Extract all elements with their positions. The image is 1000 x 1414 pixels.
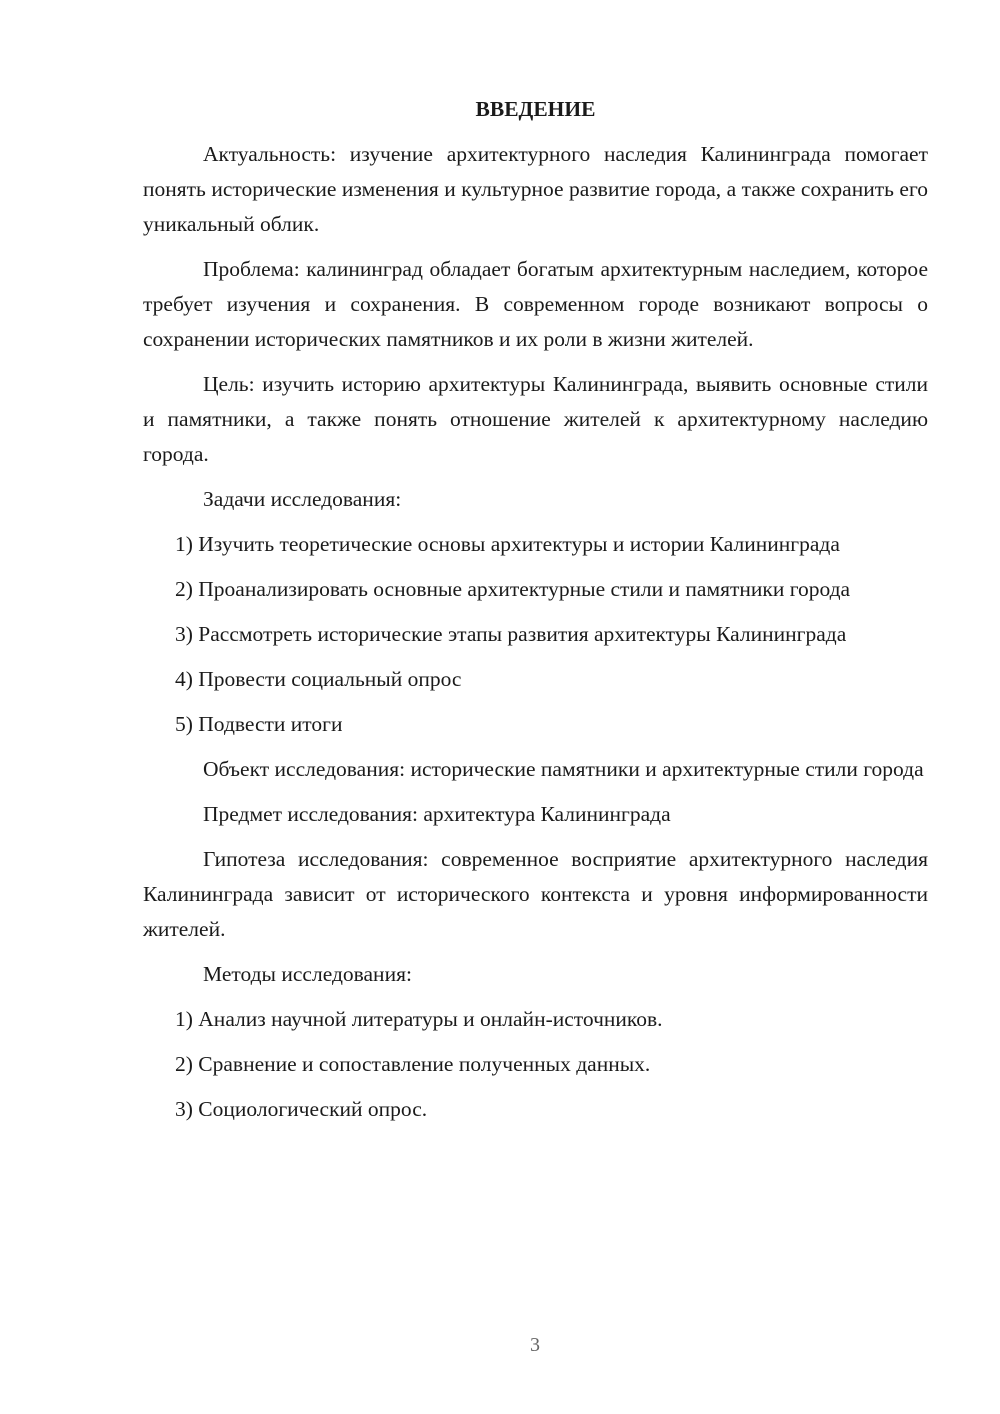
- task-item-2: 2) Проанализировать основные архитектурные стили и памятники города: [175, 577, 851, 601]
- page-content: [143, 92, 928, 1137]
- task-item-3: 3) Рассмотреть исторические этапы развития архитектуры Калининграда: [175, 622, 847, 646]
- task-item-4: 4) Провести социальный опрос: [175, 667, 462, 691]
- paragraph-subject: Предмет исследования: архитектура Калининграда: [203, 802, 671, 826]
- paragraph-problem: Проблема: калининград обладает богатым архитектурным наследием, которое требует изучения и сохранения. В современном городе возникают вопросы о сохранении исторических памятников и их роли в жизни жителей.: [143, 257, 928, 351]
- method-item-2: 2) Сравнение и сопоставление полученных данных.: [175, 1052, 651, 1076]
- task-item-1: 1) Изучить теоретические основы архитектуры и истории Калининграда: [175, 532, 840, 556]
- paragraph-methods-heading: Методы исследования:: [203, 962, 412, 986]
- paragraph-object: Объект исследования: исторические памятники и архитектурные стили города: [203, 757, 924, 781]
- page-number: 3: [530, 1334, 540, 1356]
- paragraph-goal: Цель: изучить историю архитектуры Калининграда, выявить основные стили и памятники, а также понять отношение жителей к архитектурному наследию города.: [143, 372, 928, 466]
- method-item-1: 1) Анализ научной литературы и онлайн-источников.: [175, 1007, 663, 1031]
- paragraph-hypothesis: Гипотеза исследования: современное восприятие архитектурного наследия Калининграда зависит от исторического контекста и уровня информированности жителей.: [143, 847, 928, 941]
- paragraph-relevance: Актуальность: изучение архитектурного наследия Калининграда помогает понять исторические изменения и культурное развитие города, а также сохранить его уникальный облик.: [143, 142, 928, 236]
- paragraph-tasks-heading: Задачи исследования:: [203, 487, 402, 511]
- section-title: ВВЕДЕНИЕ: [475, 97, 596, 121]
- task-item-5: 5) Подвести итоги: [175, 712, 343, 736]
- method-item-3: 3) Социологический опрос.: [175, 1097, 428, 1121]
